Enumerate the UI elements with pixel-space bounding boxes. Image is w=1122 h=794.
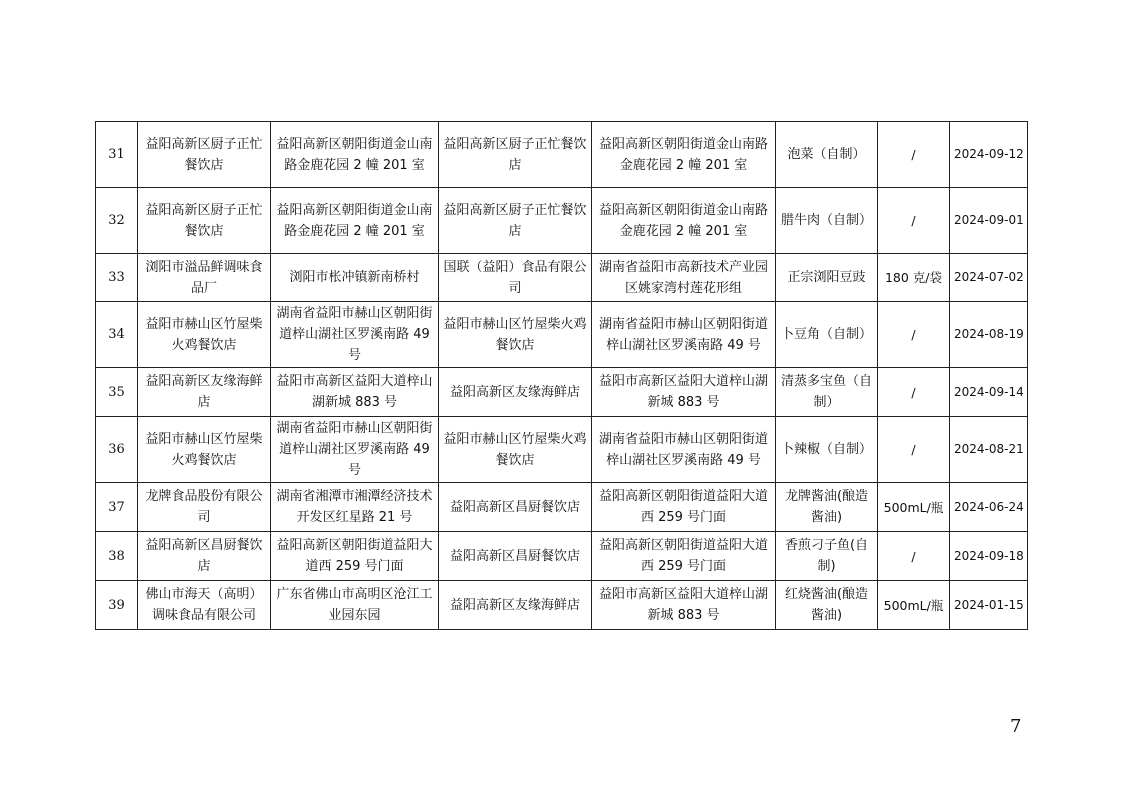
producer-address: 益阳高新区朝阳街道金山南路金鹿花园 2 幢 201 室 [271, 122, 439, 188]
row-number: 35 [96, 368, 138, 417]
row-number: 37 [96, 483, 138, 532]
food-name: 正宗浏阳豆豉 [776, 254, 878, 302]
sampled-unit-name: 益阳高新区友缘海鲜店 [439, 581, 592, 630]
producer-name: 益阳高新区昌厨餐饮店 [138, 532, 271, 581]
producer-address: 益阳市高新区益阳大道梓山湖新城 883 号 [271, 368, 439, 417]
specification: / [878, 122, 950, 188]
sampled-unit-address: 益阳高新区朝阳街道金山南路金鹿花园 2 幢 201 室 [592, 122, 776, 188]
table-row [96, 581, 1028, 630]
sampled-unit-name: 益阳高新区厨子正忙餐饮店 [439, 188, 592, 254]
sampled-unit-address: 益阳高新区朝阳街道益阳大道西 259 号门面 [592, 532, 776, 581]
producer-name: 浏阳市溢品鲜调味食品厂 [138, 254, 271, 302]
food-name: 清蒸多宝鱼（自制） [776, 368, 878, 417]
production-date: 2024-01-15 [950, 581, 1028, 630]
production-date: 2024-08-19 [950, 302, 1028, 368]
specification: 500mL/瓶 [878, 581, 950, 630]
sampled-unit-name: 益阳高新区厨子正忙餐饮店 [439, 122, 592, 188]
sampled-unit-name: 国联（益阳）食品有限公司 [439, 254, 592, 302]
sampled-unit-name: 益阳市赫山区竹屋柴火鸡餐饮店 [439, 417, 592, 483]
table-row [96, 188, 1028, 254]
producer-address: 益阳高新区朝阳街道金山南路金鹿花园 2 幢 201 室 [271, 188, 439, 254]
production-date: 2024-09-14 [950, 368, 1028, 417]
sampled-unit-address: 益阳市高新区益阳大道梓山湖新城 883 号 [592, 368, 776, 417]
table-row [96, 417, 1028, 483]
production-date: 2024-09-01 [950, 188, 1028, 254]
row-number: 39 [96, 581, 138, 630]
row-number: 33 [96, 254, 138, 302]
producer-name: 龙牌食品股份有限公司 [138, 483, 271, 532]
producer-name: 益阳市赫山区竹屋柴火鸡餐饮店 [138, 302, 271, 368]
sampled-unit-address: 湖南省益阳市赫山区朝阳街道梓山湖社区罗溪南路 49 号 [592, 417, 776, 483]
table-row [96, 368, 1028, 417]
table-row [96, 302, 1028, 368]
producer-address: 浏阳市枨冲镇新南桥村 [271, 254, 439, 302]
producer-address: 湖南省益阳市赫山区朝阳街道梓山湖社区罗溪南路 49 号 [271, 417, 439, 483]
sampled-unit-address: 湖南省益阳市赫山区朝阳街道梓山湖社区罗溪南路 49 号 [592, 302, 776, 368]
sampled-unit-name: 益阳高新区昌厨餐饮店 [439, 483, 592, 532]
food-name: 卜豆角（自制） [776, 302, 878, 368]
sampled-unit-address: 益阳市高新区益阳大道梓山湖新城 883 号 [592, 581, 776, 630]
food-name: 泡菜（自制） [776, 122, 878, 188]
producer-name: 益阳高新区友缘海鲜店 [138, 368, 271, 417]
specification: / [878, 188, 950, 254]
production-date: 2024-09-18 [950, 532, 1028, 581]
specification: 500mL/瓶 [878, 483, 950, 532]
row-number: 38 [96, 532, 138, 581]
producer-address: 广东省佛山市高明区沧江工业园东园 [271, 581, 439, 630]
sampling-results-table [95, 121, 1028, 630]
specification: / [878, 532, 950, 581]
producer-name: 益阳高新区厨子正忙餐饮店 [138, 122, 271, 188]
food-name: 红烧酱油(酿造酱油) [776, 581, 878, 630]
producer-address: 湖南省湘潭市湘潭经济技术开发区红星路 21 号 [271, 483, 439, 532]
food-name: 香煎刁子鱼(自制) [776, 532, 878, 581]
production-date: 2024-08-21 [950, 417, 1028, 483]
producer-name: 益阳高新区厨子正忙餐饮店 [138, 188, 271, 254]
producer-name: 佛山市海天（高明）调味食品有限公司 [138, 581, 271, 630]
row-number: 36 [96, 417, 138, 483]
table-row [96, 254, 1028, 302]
specification: / [878, 302, 950, 368]
production-date: 2024-09-12 [950, 122, 1028, 188]
food-name: 腊牛肉（自制） [776, 188, 878, 254]
food-name: 卜辣椒（自制） [776, 417, 878, 483]
producer-name: 益阳市赫山区竹屋柴火鸡餐饮店 [138, 417, 271, 483]
production-date: 2024-07-02 [950, 254, 1028, 302]
production-date: 2024-06-24 [950, 483, 1028, 532]
row-number: 34 [96, 302, 138, 368]
sampled-unit-name: 益阳高新区友缘海鲜店 [439, 368, 592, 417]
sampled-unit-address: 益阳高新区朝阳街道金山南路金鹿花园 2 幢 201 室 [592, 188, 776, 254]
table-row [96, 532, 1028, 581]
sampled-unit-address: 湖南省益阳市高新技术产业园区姚家湾村莲花形组 [592, 254, 776, 302]
row-number: 32 [96, 188, 138, 254]
row-number: 31 [96, 122, 138, 188]
table-row [96, 483, 1028, 532]
specification: / [878, 417, 950, 483]
producer-address: 湖南省益阳市赫山区朝阳街道梓山湖社区罗溪南路 49 号 [271, 302, 439, 368]
specification: 180 克/袋 [878, 254, 950, 302]
sampled-unit-address: 益阳高新区朝阳街道益阳大道西 259 号门面 [592, 483, 776, 532]
table-row [96, 122, 1028, 188]
sampled-unit-name: 益阳市赫山区竹屋柴火鸡餐饮店 [439, 302, 592, 368]
specification: / [878, 368, 950, 417]
producer-address: 益阳高新区朝阳街道益阳大道西 259 号门面 [271, 532, 439, 581]
sampled-unit-name: 益阳高新区昌厨餐饮店 [439, 532, 592, 581]
food-name: 龙牌酱油(酿造酱油) [776, 483, 878, 532]
page-number: 7 [1010, 716, 1022, 737]
